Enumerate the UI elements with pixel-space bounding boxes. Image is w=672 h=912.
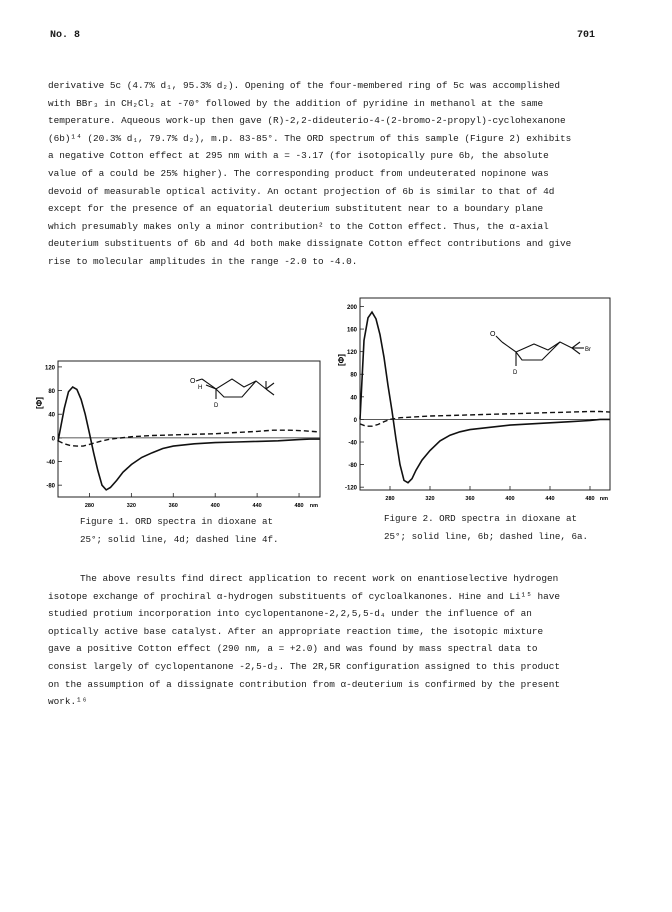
figure-2-series-6b-line xyxy=(360,312,610,483)
x-tick-label: 400 xyxy=(505,496,515,502)
x-tick-label: 440 xyxy=(545,496,555,502)
text-line: deuterium substituents of 6b and 4d both make dissignate Cotton effect contributions and give xyxy=(48,238,572,250)
text-line: a negative Cotton effect at 295 nm with a = -3.17 (for isotopically pure 6b, the absolute xyxy=(48,150,549,162)
page-number: 701 xyxy=(577,30,596,41)
figure-1-mol-label-d: D xyxy=(214,403,219,409)
x-tick-label: 440 xyxy=(252,503,262,509)
text-line: with BBr₃ in CH₂Cl₂ at -70° followed by the addition of pyridine in methanol at the same xyxy=(48,97,544,109)
y-tick-label: 40 xyxy=(48,412,55,419)
text-line: gave a positive Cotton effect (290 nm, a = +2.0) and was found by mass spectral data to xyxy=(48,643,538,655)
x-tick-label: 320 xyxy=(126,503,136,509)
figure-2-mol-label-br: Br xyxy=(585,347,591,353)
x-tick-label: 360 xyxy=(465,496,475,502)
y-tick-label: 160 xyxy=(346,327,357,334)
text-line: on the assumption of a dissignate contribution from α-deuterium is confirmed by the present xyxy=(48,678,560,690)
y-tick-label: 120 xyxy=(346,350,357,357)
x-axis-unit-label: nm xyxy=(309,503,318,509)
text-line: optically active base catalyst. After an appropriate reaction time, the isotopic mixture xyxy=(48,625,544,637)
figure-1-caption-line: Figure 1. ORD spectra in dioxane at xyxy=(80,516,273,527)
figure-2-series-6a-line xyxy=(360,412,610,427)
text-line: except for the presence of an equatorial deuterium substitutent near to a boundary plane xyxy=(48,203,544,215)
y-tick-label: 0 xyxy=(51,436,55,443)
x-tick-label: 280 xyxy=(84,503,95,509)
figure-1-y-axis-label: [Φ] xyxy=(35,397,44,409)
x-axis-unit-label: nm xyxy=(599,496,608,502)
figure-2-mol-label-o: O xyxy=(490,331,496,338)
text-line: (6b)¹⁴ (20.3% d₁, 79.7% d₂), m.p. 83-85°. The ORD spectrum of this sample (Figure 2) exhibits xyxy=(48,132,572,144)
figure-2-caption-line: Figure 2. ORD spectra in dioxane at xyxy=(384,513,577,524)
x-tick-label: 280 xyxy=(385,496,395,502)
y-tick-label: -120 xyxy=(344,485,357,492)
text-line: temperature. Aqueous work-up then gave (R)-2,2-dideuterio-4-(2-bromo-2-propyl)-cyclohexanone xyxy=(48,115,566,127)
figure-1-series-4d-line xyxy=(58,387,320,490)
paragraph-results xyxy=(48,77,608,271)
figure-2-chart xyxy=(336,290,636,506)
y-tick-label: 0 xyxy=(353,417,357,424)
text-line: devoid of measurable optical activity. An octant projection of 6b is similar to that of 4d xyxy=(48,185,555,197)
figure-1-mol-label-h: H xyxy=(198,385,203,391)
figure-2-mol-label-d: D xyxy=(513,370,518,376)
figure-1-molecule xyxy=(196,379,274,399)
y-tick-label: 40 xyxy=(350,395,357,402)
text-line: which presumably makes only a minor contribution² to the Cotton effect. Thus, the α-axial xyxy=(48,220,549,232)
x-tick-label: 400 xyxy=(210,503,220,509)
y-tick-label: -80 xyxy=(46,483,55,490)
text-line: work.¹⁶ xyxy=(48,696,88,708)
figure-1-frame xyxy=(58,361,320,497)
x-tick-label: 320 xyxy=(425,496,435,502)
y-tick-label: 80 xyxy=(350,372,357,379)
x-tick-label: 360 xyxy=(168,503,178,509)
figure-1-chart xyxy=(30,355,330,510)
figure-1-mol-label-o: O xyxy=(190,378,196,385)
y-tick-label: 120 xyxy=(44,365,55,372)
text-line: consist largely of cyclopentanone -2,5-d₂. The 2R,5R configuration assigned to this product xyxy=(48,660,560,672)
figure-2-caption xyxy=(384,510,588,546)
y-tick-label: -40 xyxy=(46,460,55,467)
y-tick-label: -80 xyxy=(348,463,357,470)
figure-1-caption xyxy=(80,513,278,549)
text-line: studied protium incorporation into cyclopentanone-2,2,5,5-d₄ under the influence of an xyxy=(48,608,532,620)
x-tick-label: 480 xyxy=(585,496,595,502)
text-line: isotope exchange of prochiral α-hydrogen substituents of cycloalkanones. Hine and Li¹⁵ have xyxy=(48,590,560,602)
figure-1-caption-line: 25°; solid line, 4d; dashed line 4f. xyxy=(80,534,279,545)
figure-2-y-axis-label: [Φ] xyxy=(337,354,346,366)
y-tick-label: 80 xyxy=(48,389,55,396)
paragraph-application xyxy=(48,570,608,711)
y-tick-label: 200 xyxy=(346,304,357,311)
text-line: value of a could be 25% higher). The corresponding product from undeuterated nopinone was xyxy=(48,167,549,179)
x-tick-label: 480 xyxy=(294,503,304,509)
y-tick-label: -40 xyxy=(348,440,357,447)
text-line: The above results find direct application to recent work on enantioselective hydrogen xyxy=(80,573,559,584)
text-line: derivative 5c (4.7% d₁, 95.3% d₂). Opening of the four-membered ring of 5c was accomplished xyxy=(48,80,560,91)
journal-issue: No. 8 xyxy=(50,30,81,41)
figure-2-caption-line: 25°; solid line, 6b; dashed line, 6a. xyxy=(384,531,588,542)
figure-2-frame xyxy=(360,298,610,490)
figure-2-molecule xyxy=(496,336,584,366)
text-line: rise to molecular amplitudes in the range -2.0 to -4.0. xyxy=(48,255,358,267)
